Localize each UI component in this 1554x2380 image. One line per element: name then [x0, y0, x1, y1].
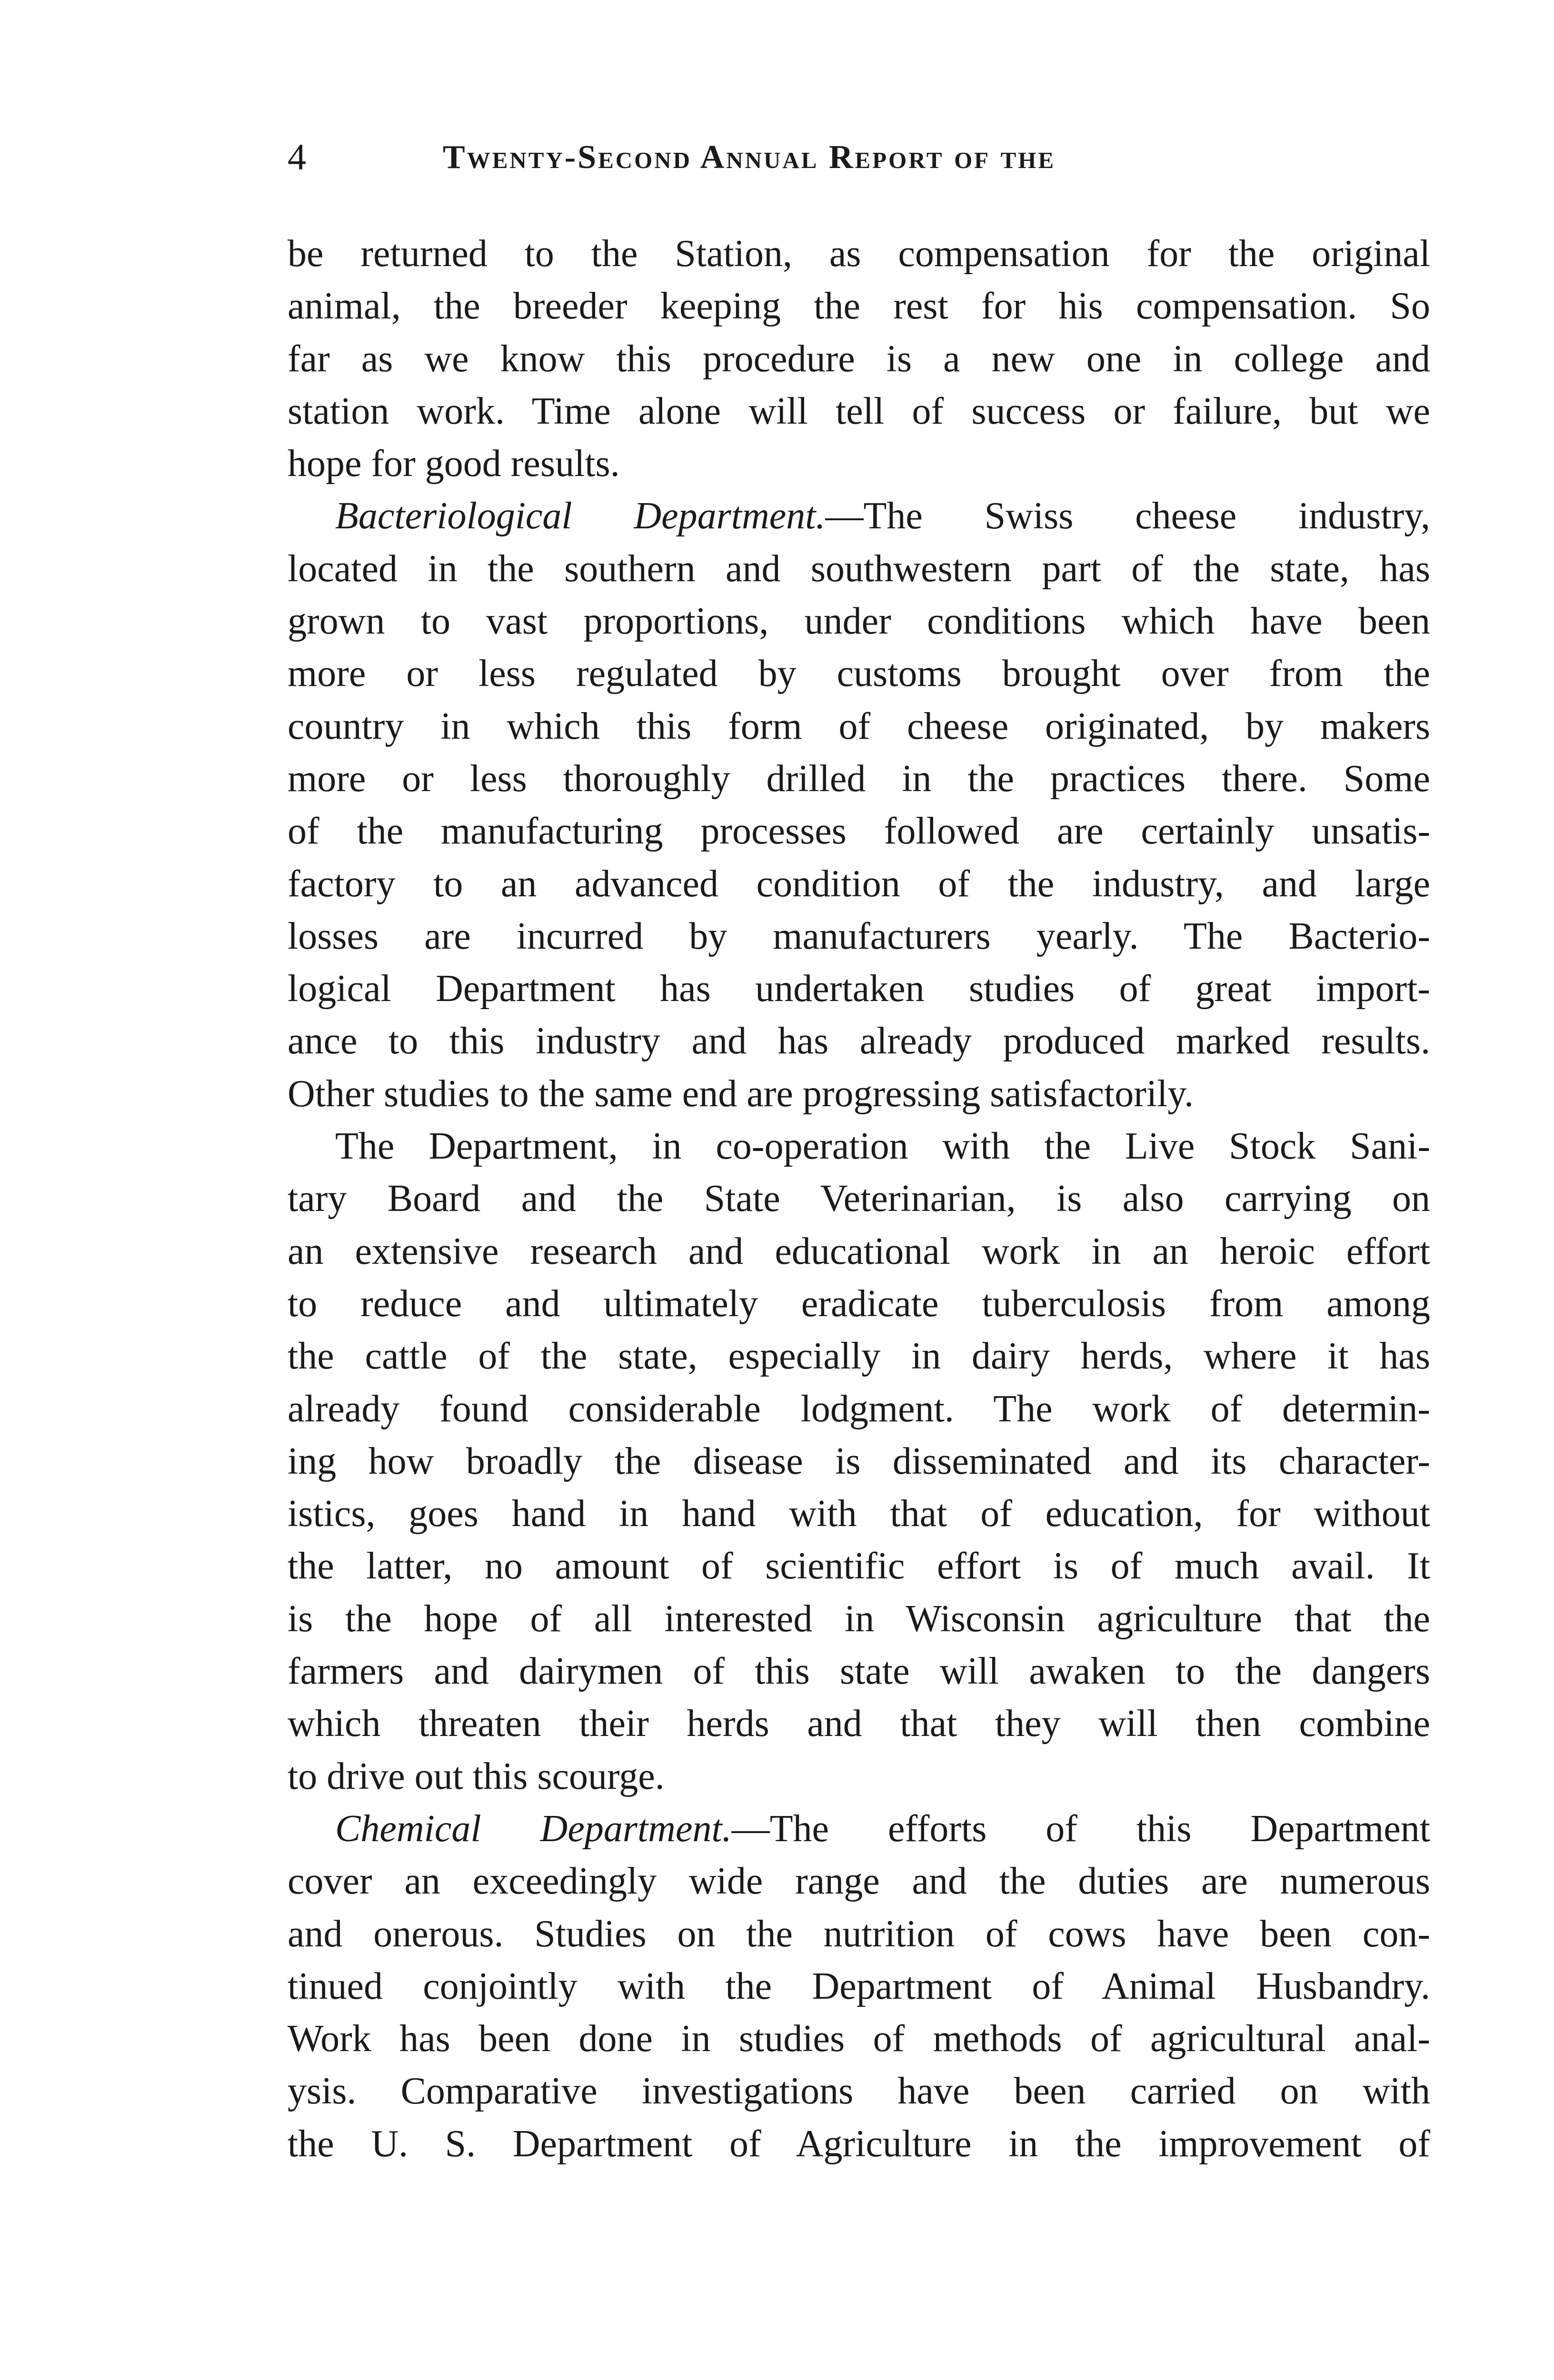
- text-line: farmers and dairymen of this state will awaken to the dangers: [288, 1650, 1430, 1693]
- text-line: is the hope of all interested in Wisconsin agriculture that the: [288, 1597, 1430, 1640]
- text-line: istics, goes hand in hand with that of education, for without: [288, 1493, 1430, 1535]
- text-line: country in which this form of cheese originated, by makers: [288, 705, 1430, 747]
- text-line: more or less regulated by customs brought over from the: [288, 653, 1430, 695]
- paragraph: [288, 1803, 1430, 2170]
- text-line: cover an exceedingly wide range and the duties are numerous: [288, 1860, 1430, 1903]
- text-line: to reduce and ultimately eradicate tuberculosis from among: [288, 1282, 1430, 1325]
- text-line: factory to an advanced condition of the industry, and large: [288, 863, 1430, 905]
- text-line: the latter, no amount of scientific effort is of much avail. It: [288, 1545, 1430, 1587]
- text-line: of the manufacturing processes followed are certainly unsatis-: [288, 810, 1430, 853]
- section-title: Bacteriological Department.: [335, 495, 826, 537]
- running-head: Twenty-Second Annual Report of the: [443, 139, 1056, 176]
- text-line: be returned to the Station, as compensation for the original: [288, 233, 1430, 275]
- text-line: The Department, in co-operation with the Live Stock Sani-: [335, 1125, 1430, 1168]
- text-line: logical Department has undertaken studies of great import-: [288, 968, 1430, 1010]
- body-text: [288, 228, 1430, 2170]
- text-run: —The Swiss cheese industry,: [825, 495, 1430, 537]
- text-line: more or less thoroughly drilled in the practices there. Some: [288, 757, 1430, 800]
- text-line: far as we know this procedure is a new one in college and: [288, 337, 1430, 380]
- text-line: ing how broadly the disease is disseminated and its character-: [288, 1440, 1430, 1482]
- text-line: located in the southern and southwestern part of the state, has: [288, 547, 1430, 590]
- page-number: 4: [288, 136, 307, 178]
- text-line: [288, 490, 1430, 542]
- text-line: station work. Time alone will tell of success or failure, but we: [288, 390, 1430, 432]
- text-line: hope for good results.: [288, 443, 620, 485]
- page-header: [288, 136, 1430, 193]
- paragraph: [288, 1120, 1430, 1803]
- text-line: tary Board and the State Veterinarian, is also carrying on: [288, 1178, 1430, 1220]
- text-line: to drive out this scourge.: [288, 1755, 665, 1797]
- text-line: the cattle of the state, especially in dairy herds, where it has: [288, 1335, 1430, 1378]
- text-line: grown to vast proportions, under conditions which have been: [288, 600, 1430, 643]
- paragraph: [288, 490, 1430, 1120]
- text-line: which threaten their herds and that they will then combine: [288, 1703, 1430, 1745]
- text-run: —The efforts of this Department: [731, 1807, 1430, 1850]
- text-line: already found considerable lodgment. The work of determin-: [288, 1388, 1430, 1430]
- text-line: and onerous. Studies on the nutrition of cows have been con-: [288, 1913, 1430, 1955]
- text-line: [288, 1803, 1430, 1855]
- section-title: Chemical Department.: [335, 1807, 732, 1850]
- text-line: ysis. Comparative investigations have been carried on with: [288, 2070, 1430, 2112]
- text-line: the U. S. Department of Agriculture in the improvement of: [288, 2122, 1430, 2165]
- text-line: ance to this industry and has already produced marked results.: [288, 1020, 1430, 1062]
- text-line: losses are incurred by manufacturers yearly. The Bacterio-: [288, 915, 1430, 957]
- text-line: an extensive research and educational work in an heroic effort: [288, 1230, 1430, 1272]
- text-line: animal, the breeder keeping the rest for his compensation. So: [288, 285, 1430, 327]
- text-line: Work has been done in studies of methods of agricultural anal-: [288, 2018, 1430, 2060]
- text-line: tinued conjointly with the Department of Animal Husbandry.: [288, 1965, 1430, 2007]
- paragraph: [288, 228, 1430, 490]
- text-line: Other studies to the same end are progressing satisfactorily.: [288, 1072, 1194, 1115]
